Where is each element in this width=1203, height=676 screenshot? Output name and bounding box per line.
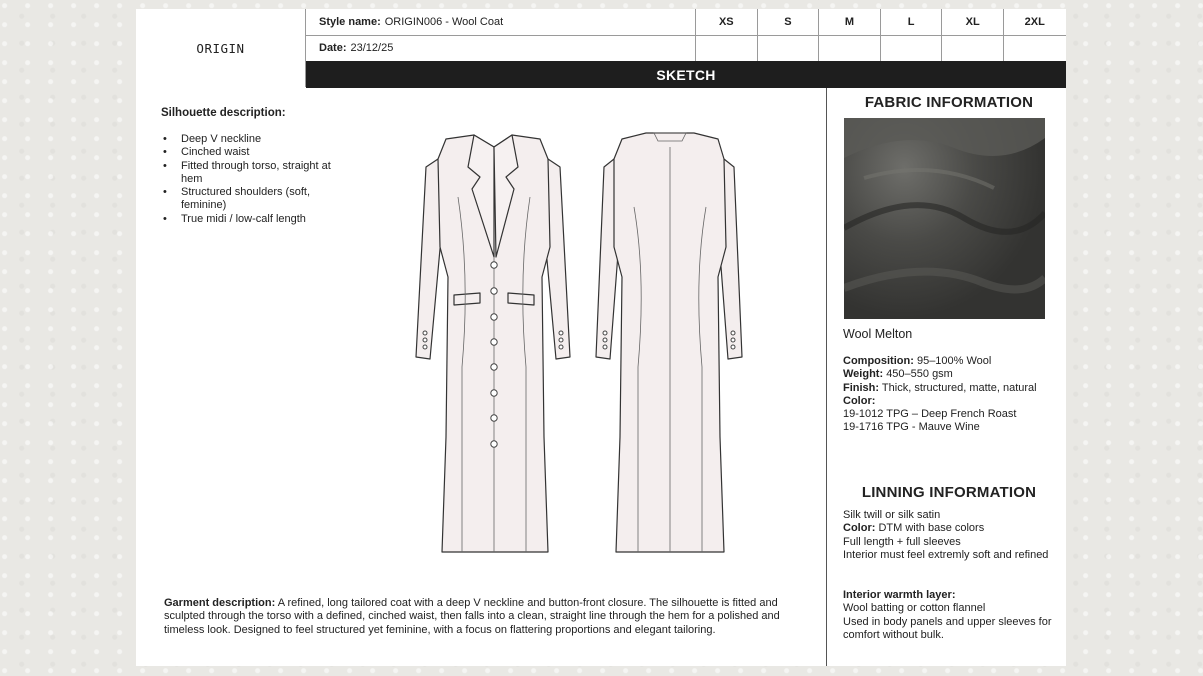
logo-cell (136, 9, 306, 87)
header-row-date (306, 35, 1066, 62)
warmth-layer-label (843, 589, 1055, 602)
size-s-qty (758, 35, 820, 61)
color-value: 19-1012 TPG – Deep French Roast (843, 408, 1017, 421)
garment-description-text: A refined, long tailored coat with a deep V neckline and button-front closure. The silhouette is fitted and sculpted through the torso with a defined, cinched waist, then falls into a clean, straight line through the hem for a polished and timeless look. Designed to feel structured yet feminine, with a focus on flattering proportions and elegant tailoring. (164, 597, 780, 636)
warmth-layer-title: Interior warmth layer: (843, 589, 956, 601)
lining-feel: Interior must feel extremly soft and refined (843, 548, 1049, 561)
size-l-qty (881, 35, 943, 61)
size-2xl: 2XL (1024, 16, 1045, 28)
brand-logo: ORIGIN (196, 40, 245, 56)
panel-divider (826, 88, 827, 666)
style-name-label: Style name: (319, 16, 381, 28)
warmth-layer-usage: Used in body panels and upper sleeves for comfort without bulk. (843, 615, 1052, 641)
fabric-name: Wool Melton (843, 327, 913, 341)
lining-color-row (843, 522, 1055, 535)
finish-label: Finish: (843, 381, 880, 394)
weight-row (843, 368, 1063, 381)
size-2xl-qty (1004, 35, 1066, 61)
size-l: L (881, 9, 943, 35)
lining-info-title: LINNING INFORMATION (861, 484, 1037, 501)
header-row-style (306, 9, 1066, 36)
lining-color-value: DTM with base colors (878, 522, 985, 535)
size-xs: XS (696, 9, 758, 35)
warmth-layer-details (843, 589, 1055, 642)
silhouette-list (161, 133, 346, 226)
size-s: S (758, 9, 820, 35)
size-xl: XL (942, 9, 1004, 35)
silhouette-item: • True midi / low-calf length (161, 213, 346, 226)
silhouette-item: • Structured shoulders (soft, feminine) (161, 186, 346, 213)
finish-row (843, 382, 1063, 395)
sketch-title: SKETCH (656, 66, 716, 83)
size-xl-qty (942, 35, 1004, 61)
weight-value: 450–550 gsm (886, 368, 953, 381)
silhouette-item: • Deep V neckline (161, 133, 346, 146)
weight-label: Weight: (843, 368, 884, 381)
silhouette-item: • Cinched waist (161, 146, 346, 159)
date-cell (306, 35, 696, 61)
coat-flat-sketch (406, 127, 786, 567)
sketch-header-bar (306, 61, 1066, 88)
tech-pack-sheet (136, 9, 1066, 666)
finish-value: Thick, structured, matte, natural (881, 381, 1037, 394)
lining-type: Silk twill or silk satin (843, 509, 941, 521)
style-name-cell (306, 9, 696, 35)
color-value: 19-1716 TPG - Mauve Wine (843, 421, 980, 434)
fabric-details (843, 355, 1063, 435)
color-row (843, 395, 1063, 408)
color-label: Color: (843, 394, 876, 407)
style-name-value: ORIGIN006 - Wool Coat (384, 16, 504, 28)
size-m: M (819, 9, 881, 35)
garment-description-label: Garment description: (164, 597, 276, 609)
lining-details (843, 509, 1055, 562)
warmth-layer-material: Wool batting or cotton flannel (843, 602, 986, 615)
garment-description (164, 597, 809, 637)
composition-row (843, 355, 1063, 368)
lining-length: Full length + full sleeves (843, 535, 961, 548)
size-xs-qty (696, 35, 758, 61)
date-value: 23/12/25 (350, 42, 394, 54)
lining-color-label: Color: (843, 522, 876, 535)
silhouette-item: • Fitted through torso, straight at hem (161, 160, 346, 187)
fabric-info-title: FABRIC INFORMATION (864, 94, 1034, 111)
date-label: Date: (319, 42, 347, 54)
silhouette-title: Silhouette description: (161, 107, 286, 119)
composition-label: Composition: (843, 355, 914, 367)
composition-value: 95–100% Wool (916, 355, 992, 367)
size-m-qty (819, 35, 881, 61)
coat-back-view (596, 133, 742, 552)
fabric-swatch-image (844, 118, 1045, 319)
